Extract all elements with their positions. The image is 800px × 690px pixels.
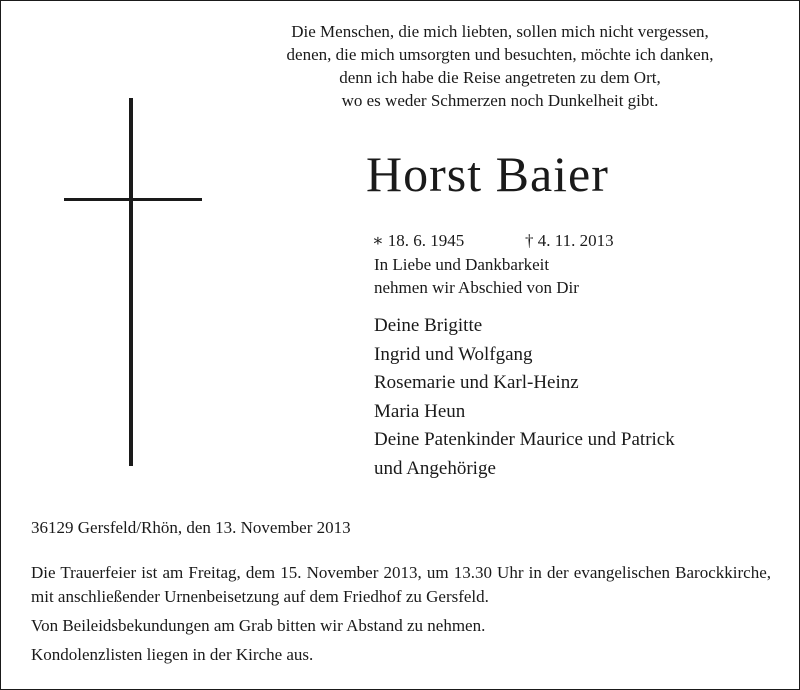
farewell-line: nehmen wir Abschied von Dir bbox=[374, 278, 579, 297]
poem-line: Die Menschen, die mich liebten, sollen mich nicht vergessen, bbox=[291, 22, 709, 41]
mourner-entry: Maria Heun bbox=[374, 400, 466, 422]
condolence-lists-note: Kondolenzlisten liegen in der Kirche aus. bbox=[31, 645, 314, 664]
farewell-text bbox=[374, 253, 579, 299]
farewell-line: In Liebe und Dankbarkeit bbox=[374, 255, 550, 274]
death-date: † 4. 11. 2013 bbox=[525, 231, 614, 250]
poem-line: denen, die mich umsorgten und besuchten, möchte ich danken, bbox=[286, 45, 714, 64]
memorial-poem bbox=[230, 20, 770, 112]
poem-line: denn ich habe die Reise angetreten zu dem Ort, bbox=[339, 68, 661, 87]
condolence-note: Von Beileidsbekundungen am Grab bitten wir Abstand zu nehmen. bbox=[31, 616, 486, 635]
birth-date: ∗ 18. 6. 1945 bbox=[372, 231, 465, 250]
mourner-entry: Deine Brigitte bbox=[374, 315, 483, 336]
funeral-service-text: Die Trauerfeier ist am Freitag, dem 15. November 2013, um 13.30 Uhr in der evangelischen Barockkirche, mit anschließender Urnenbeisetzung auf dem Friedhof zu Gersfeld. bbox=[31, 563, 771, 606]
service-details bbox=[31, 561, 771, 667]
mourners-list bbox=[374, 312, 675, 483]
mourner-entry: und Angehörige bbox=[374, 457, 496, 479]
cross-vertical-bar bbox=[129, 98, 133, 466]
poem-line: wo es weder Schmerzen noch Dunkelheit gibt. bbox=[341, 91, 659, 110]
mourner-entry: Ingrid und Wolfgang bbox=[374, 343, 533, 365]
mourner-entry: Rosemarie und Karl-Heinz bbox=[374, 372, 579, 393]
mourner-entry: Deine Patenkinder Maurice und Patrick bbox=[374, 429, 675, 450]
cross-horizontal-bar bbox=[64, 198, 202, 201]
place-and-date: 36129 Gersfeld/Rhön, den 13. November 2013 bbox=[31, 518, 351, 537]
deceased-name: Horst Baier bbox=[366, 146, 609, 202]
